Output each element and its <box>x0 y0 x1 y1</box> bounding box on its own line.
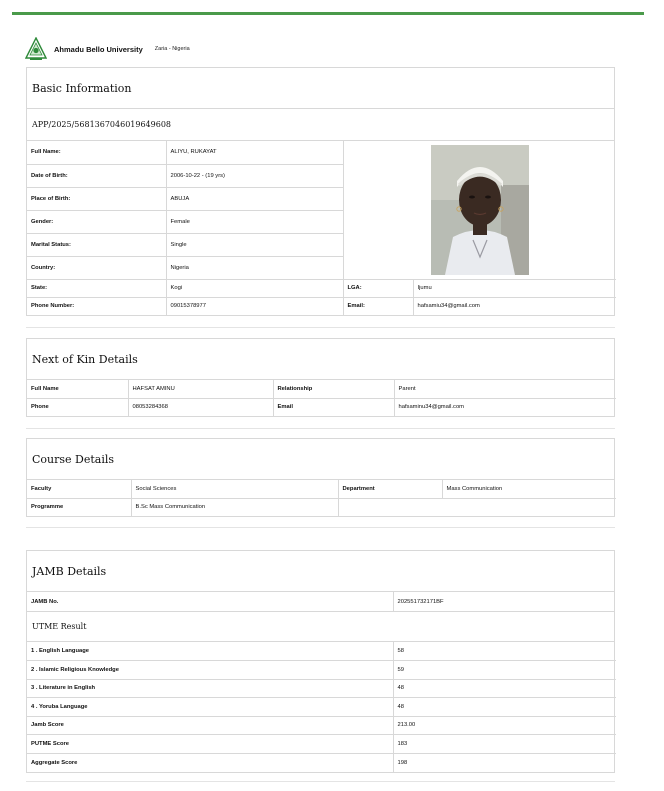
kin-email-label: Email <box>273 398 394 416</box>
kin-fullname-label: Full Name <box>27 380 128 398</box>
state-label: State: <box>27 279 166 297</box>
course-details-table <box>27 480 616 516</box>
faculty-value: Social Sciences <box>131 480 338 498</box>
table-row <box>27 753 616 772</box>
table-row <box>27 698 616 717</box>
kin-fullname-value: HAFSAT AMINU <box>128 380 273 398</box>
section-divider <box>26 527 615 528</box>
table-row <box>27 141 616 164</box>
basic-info-table <box>27 141 616 315</box>
phone-value: 09015378977 <box>166 297 343 315</box>
applicant-photo <box>431 145 529 275</box>
university-logo <box>25 37 47 61</box>
application-number: APP/2025/5681367046019649608 <box>27 109 614 141</box>
lga-value: Ijumu <box>413 279 616 297</box>
table-row <box>27 716 616 735</box>
university-location: Zaria - Nigeria <box>154 46 190 52</box>
empty-cell <box>338 498 616 516</box>
next-of-kin-title: Next of Kin Details <box>27 339 614 380</box>
table-row <box>27 498 616 516</box>
lga-label: LGA: <box>343 279 413 297</box>
utme-result-table <box>27 642 616 772</box>
top-accent-bar <box>12 12 644 15</box>
page-header <box>25 37 190 61</box>
table-row <box>27 679 616 698</box>
jamb-details-card <box>26 550 615 773</box>
field-label: Country: <box>27 256 166 279</box>
jamb-score-label: Jamb Score <box>27 716 393 735</box>
field-value: Single <box>166 233 343 256</box>
field-value: Female <box>166 210 343 233</box>
table-row <box>27 380 616 398</box>
subject-score: 58 <box>393 642 616 661</box>
phone-label: Phone Number: <box>27 297 166 315</box>
kin-relationship-value: Parent <box>394 380 616 398</box>
state-value: Kogi <box>166 279 343 297</box>
section-divider <box>26 327 615 328</box>
table-row <box>27 661 616 680</box>
field-value: ABUJA <box>166 187 343 210</box>
kin-relationship-label: Relationship <box>273 380 394 398</box>
field-value: ALIYU, RUKAYAT <box>166 141 343 164</box>
basic-information-card <box>26 67 615 316</box>
subject-label: 4 . Yoruba Language <box>27 698 393 717</box>
subject-label: 2 . Islamic Religious Knowledge <box>27 661 393 680</box>
jamb-number-value: 202551732171BF <box>393 592 616 611</box>
table-row <box>27 735 616 754</box>
utme-result-title: UTME Result <box>27 611 614 642</box>
table-row <box>27 480 616 498</box>
field-label: Gender: <box>27 210 166 233</box>
programme-value: B.Sc Mass Communication <box>131 498 338 516</box>
kin-email-value: hafsaminu34@gmail.com <box>394 398 616 416</box>
field-label: Marital Status: <box>27 233 166 256</box>
department-label: Department <box>338 480 442 498</box>
kin-phone-label: Phone <box>27 398 128 416</box>
email-label: Email: <box>343 297 413 315</box>
table-row <box>27 642 616 661</box>
field-value: 2006-10-22 - (19 yrs) <box>166 164 343 187</box>
subject-score: 48 <box>393 698 616 717</box>
kin-phone-value: 08053284368 <box>128 398 273 416</box>
table-row <box>27 398 616 416</box>
table-row <box>27 592 616 611</box>
subject-score: 59 <box>393 661 616 680</box>
putme-score-label: PUTME Score <box>27 735 393 754</box>
email-value: hafsamiu34@gmail.com <box>413 297 616 315</box>
programme-label: Programme <box>27 498 131 516</box>
jamb-score-value: 213.00 <box>393 716 616 735</box>
section-divider <box>26 428 615 429</box>
jamb-number-label: JAMB No. <box>27 592 393 611</box>
subject-score: 48 <box>393 679 616 698</box>
jamb-number-table <box>27 592 616 611</box>
jamb-details-title: JAMB Details <box>27 551 614 592</box>
course-details-title: Course Details <box>27 439 614 480</box>
aggregate-score-value: 198 <box>393 753 616 772</box>
section-divider <box>26 781 615 782</box>
department-value: Mass Communication <box>442 480 616 498</box>
field-label: Date of Birth: <box>27 164 166 187</box>
faculty-label: Faculty <box>27 480 131 498</box>
university-name: Ahmadu Bello University <box>54 44 143 54</box>
aggregate-score-label: Aggregate Score <box>27 753 393 772</box>
photo-cell <box>343 141 616 279</box>
basic-information-title: Basic Information <box>27 68 614 109</box>
field-value: Nigeria <box>166 256 343 279</box>
subject-label: 3 . Literature in English <box>27 679 393 698</box>
putme-score-value: 183 <box>393 735 616 754</box>
field-label: Full Name: <box>27 141 166 164</box>
table-row <box>27 279 616 297</box>
table-row <box>27 297 616 315</box>
next-of-kin-card <box>26 338 615 417</box>
next-of-kin-table <box>27 380 616 416</box>
subject-label: 1 . English Language <box>27 642 393 661</box>
field-label: Place of Birth: <box>27 187 166 210</box>
course-details-card <box>26 438 615 517</box>
